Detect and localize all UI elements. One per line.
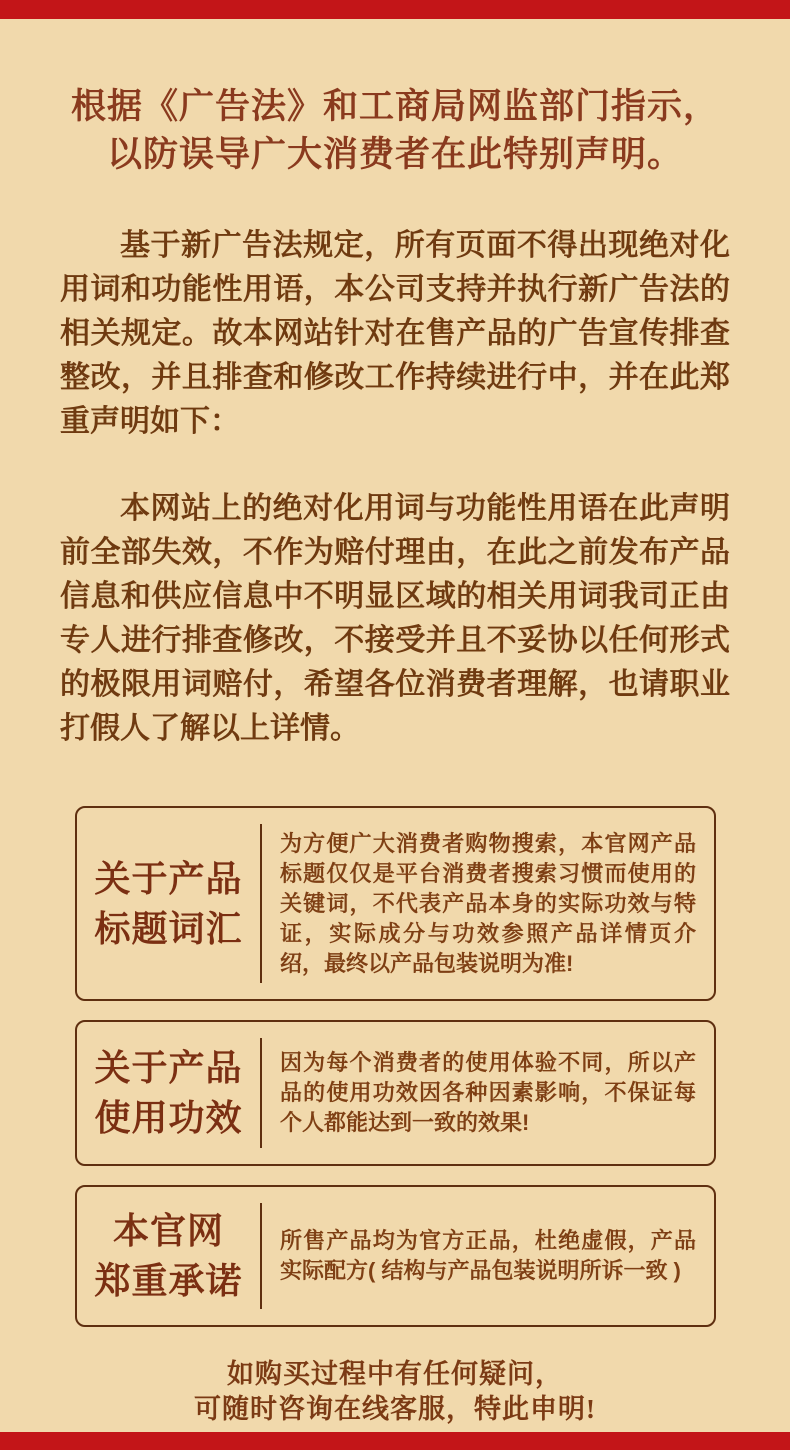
page-title-line-2: 以防误导广大消费者在此特别声明。 <box>106 135 683 174</box>
notice-box-product-effect <box>75 1020 716 1166</box>
footer-note-line-1: 如购买过程中有任何疑问， <box>227 1359 563 1389</box>
notice-box-label-line-2: 郑重承诺 <box>94 1261 243 1301</box>
notice-box-text <box>262 808 714 999</box>
notice-box-label-line-2: 使用功效 <box>94 1098 243 1138</box>
statement-paragraph-1: 基于新广告法规定，所有页面不得出现绝对化用词和功能性用语，本公司支持并执行新广告法的相关规定。故本网站针对在售产品的广告宣传排查整改，并且排查和修改工作持续进行中，并在此郑重声明如下： <box>60 229 730 438</box>
page-title <box>0 83 790 179</box>
statement-paragraph-2: 本网站上的绝对化用词与功能性用语在此声明前全部失效，不作为赔付理由，在此之前发布产品信息和供应信息中不明显区域的相关用词我司正由专人进行排查修改，不接受并且不妥协以任何形式的极限用词赔付，希望各位消费者理解，也请职业打假人了解以上详情。 <box>60 492 730 745</box>
top-red-bar <box>0 0 790 19</box>
page-title-line-1: 根据《广告法》和工商局网监部门指示， <box>70 87 719 126</box>
bottom-red-bar <box>0 1432 790 1450</box>
notice-box-label <box>77 808 260 999</box>
notice-box-official-promise <box>75 1185 716 1327</box>
notice-box-text-content: 为方便广大消费者购物搜索，本官网产品标题仅仅是平台消费者搜索习惯而使用的关键词，不代表产品本身的实际功效与特证，实际成分与功效参照产品详情页介绍，最终以产品包装说明为准! <box>280 830 696 976</box>
notice-box-label-line-1: 本官网 <box>112 1211 224 1251</box>
notice-box-product-title <box>75 806 716 1001</box>
notice-box-label <box>77 1022 260 1164</box>
notice-box-label-line-1: 关于产品 <box>94 1048 243 1088</box>
footer-note <box>0 1357 790 1427</box>
notice-box-label <box>77 1187 260 1325</box>
notice-box-text-content: 因为每个消费者的使用体验不同，所以产品的使用功效因各种因素影响，不保证每个人都能达到一致的效果! <box>280 1050 696 1135</box>
notice-box-text-content: 所售产品均为官方正品，杜绝虚假，产品实际配方( 结构与产品包装说明所诉一致 ) <box>280 1228 696 1283</box>
notice-box-label-line-1: 关于产品 <box>94 858 243 899</box>
notice-box-text <box>262 1187 714 1325</box>
notice-box-label-line-2: 标题词汇 <box>94 908 243 949</box>
notice-box-text <box>262 1022 714 1164</box>
footer-note-line-2: 可随时咨询在线客服，特此申明! <box>194 1394 596 1424</box>
